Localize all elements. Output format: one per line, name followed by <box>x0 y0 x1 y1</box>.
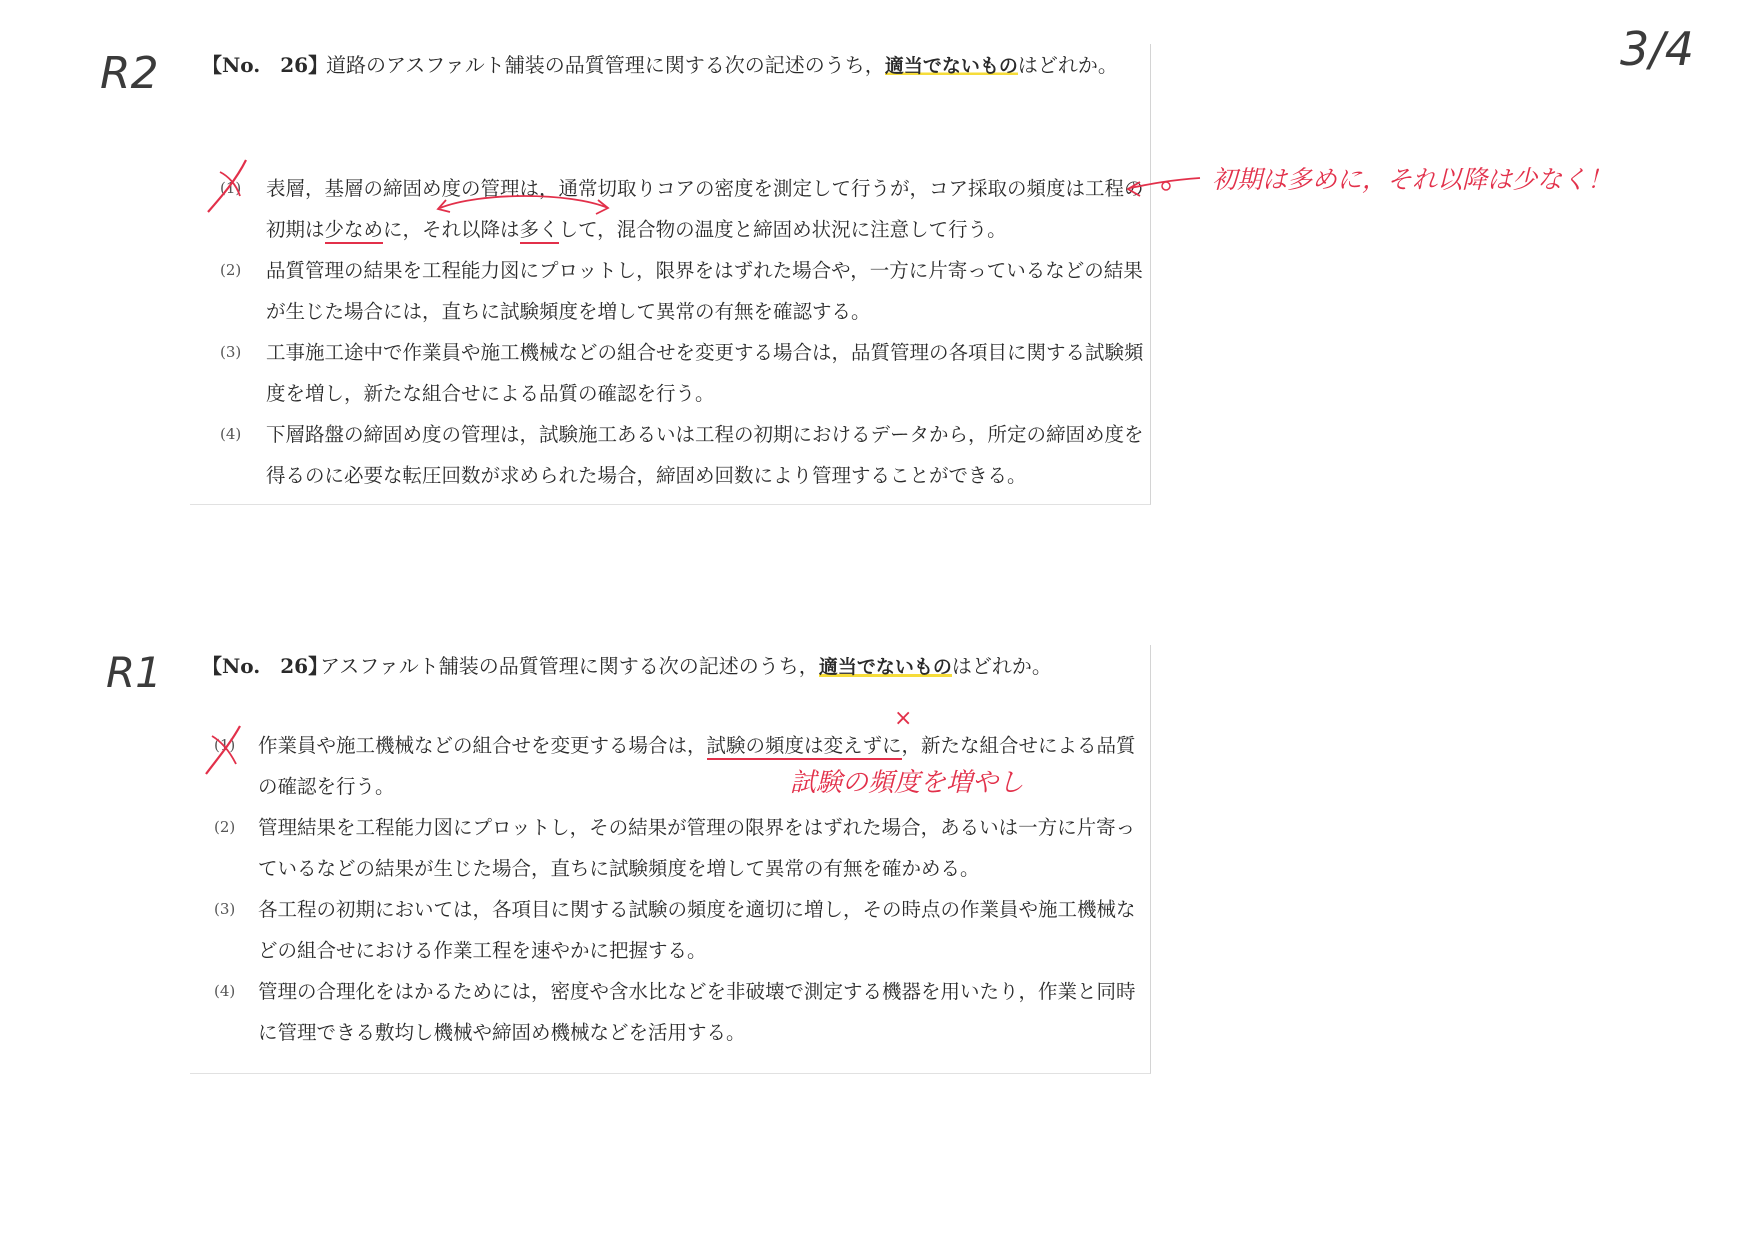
underlined-term: 少なめ <box>325 218 384 244</box>
page-number: 3/4 <box>1620 22 1695 76</box>
option-text: 品質管理の結果を工程能力図にプロットし，限界をはずれた場合や，一方に片寄っているなどの結果が生じた場合には，直ちに試験頻度を増して異常の有無を確認する。 <box>266 259 1143 323</box>
option-text: 表層，基層の締固め度の管理は，通常切取りコアの密度を測定して行うが，コア採取の頻度は工程の初期は少なめに，それ以降は多くして，混合物の温度と締固め状況に注意して行う。 <box>266 168 1146 250</box>
question-number: 【No. 26】 <box>202 654 329 678</box>
question-text: 道路のアスファルト舗装の品質管理に関する次の記述のうち，適当でないものはどれか。 <box>326 53 1118 77</box>
option-text: 工事施工途中で作業員や施工機械などの組合せを変更する場合は，品質管理の各項目に関する試験頻度を増し，新たな組合せによる品質の確認を行う。 <box>266 341 1144 405</box>
option-text: 管理結果を工程能力図にプロットし，その結果が管理の限界をはずれた場合，あるいは一方に片寄っているなどの結果が生じた場合，直ちに試験頻度を増して異常の有無を確かめる。 <box>258 816 1136 880</box>
option-number: (1) <box>220 179 242 197</box>
question-number: 【No. 26】 <box>202 53 329 77</box>
emphasis-highlight: 適当でないもの <box>884 55 1018 77</box>
option-text: 下層路盤の締固め度の管理は，試験施工あるいは工程の初期におけるデータから，所定の締固め度を得るのに必要な転圧回数が求められた場合，締固め回数により管理することができる。 <box>266 423 1144 487</box>
cross-mark: × <box>894 706 913 731</box>
option-number: (1) <box>214 736 236 754</box>
emphasis-highlight: 適当でないもの <box>818 656 952 678</box>
option-number: (2) <box>214 818 236 836</box>
underlined-term: 試験の頻度は変えずに <box>707 734 902 760</box>
handwritten-note-r2: 初期は多めに，それ以降は少なく！ <box>1212 165 1613 194</box>
underlined-term: 多く <box>520 218 559 244</box>
question-block-r1 <box>190 645 1151 1074</box>
option-number: (2) <box>220 261 242 279</box>
option-text: 管理の合理化をはかるためには，密度や含水比などを非破壊で測定する機器を用いたり，作業と同時に管理できる敷均し機械や締固め機械などを活用する。 <box>258 980 1136 1044</box>
question-header <box>190 44 1150 86</box>
option-number: (4) <box>214 982 236 1000</box>
option-text: 作業員や施工機械などの組合せを変更する場合は，試験の頻度は変えずに，新たな組合せによる品質の確認を行う。 <box>258 734 1136 798</box>
question-block-r2 <box>190 44 1151 505</box>
option-number: (4) <box>220 425 242 443</box>
option-number: (3) <box>220 343 242 361</box>
question-text: アスファルト舗装の品質管理に関する次の記述のうち，適当でないものはどれか。 <box>320 654 1052 678</box>
set-label-r2: R2 <box>100 48 159 99</box>
option-text: 各工程の初期においては，各項目に関する試験の頻度を適切に増し，その時点の作業員や施工機械などの組合せにおける作業工程を速やかに把握する。 <box>258 898 1136 962</box>
set-label-r1: R1 <box>106 648 162 697</box>
question-header <box>190 645 1150 687</box>
option-number: (3) <box>214 900 236 918</box>
handwritten-note-r1: 試験の頻度を増やし <box>790 768 1025 798</box>
